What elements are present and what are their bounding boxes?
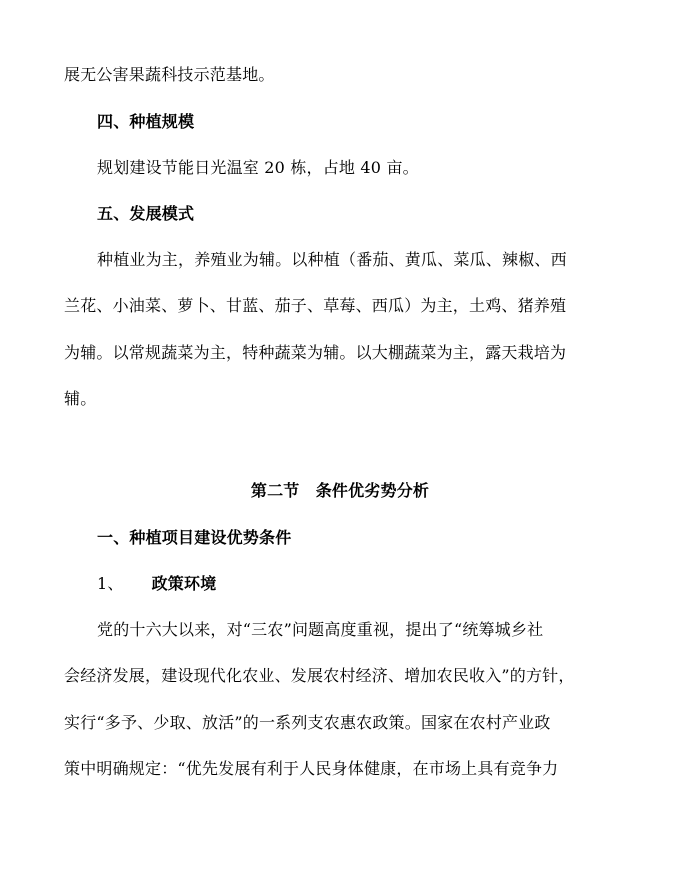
paragraph-line: 会经济发展，建设现代化农业、发展农村经济、增加农民收入”的方针， <box>64 666 575 685</box>
paragraph-line: 辅。 <box>64 389 97 408</box>
heading-planting-scale: 四、种植规模 <box>97 112 195 131</box>
paragraph-line: 兰花、小油菜、萝卜、甘蓝、茄子、草莓、西瓜）为主，土鸡、猪养殖 <box>64 296 567 315</box>
paragraph-line: 实行“多予、少取、放活”的一系列支农惠农政策。国家在农村产业政 <box>64 713 551 732</box>
list-item-heading <box>97 574 653 594</box>
section-title: 第二节 条件优劣势分析 <box>250 481 430 500</box>
list-item-title: 政策环境 <box>151 574 217 593</box>
list-item-number: 1、 <box>97 574 124 593</box>
paragraph-line: 规划建设节能日光温室 20 栋，占地 40 亩。 <box>97 158 419 177</box>
paragraph-line: 种植业为主，养殖业为辅。以种植（番茄、黄瓜、菜瓜、辣椒、西 <box>97 250 567 269</box>
paragraph-line: 策中明确规定：“优先发展有利于人民身体健康，在市场上具有竞争力 <box>64 759 559 778</box>
subheading-advantages: 一、种植项目建设优势条件 <box>97 528 292 547</box>
paragraph-line: 党的十六大以来，对“三农”问题高度重视，提出了“统筹城乡社 <box>97 620 544 639</box>
paragraph-line: 展无公害果蔬科技示范基地。 <box>64 65 275 84</box>
heading-development-mode: 五、发展模式 <box>97 204 195 223</box>
paragraph-line: 为辅。以常规蔬菜为主，特种蔬菜为辅。以大棚蔬菜为主，露天栽培为 <box>64 343 567 362</box>
